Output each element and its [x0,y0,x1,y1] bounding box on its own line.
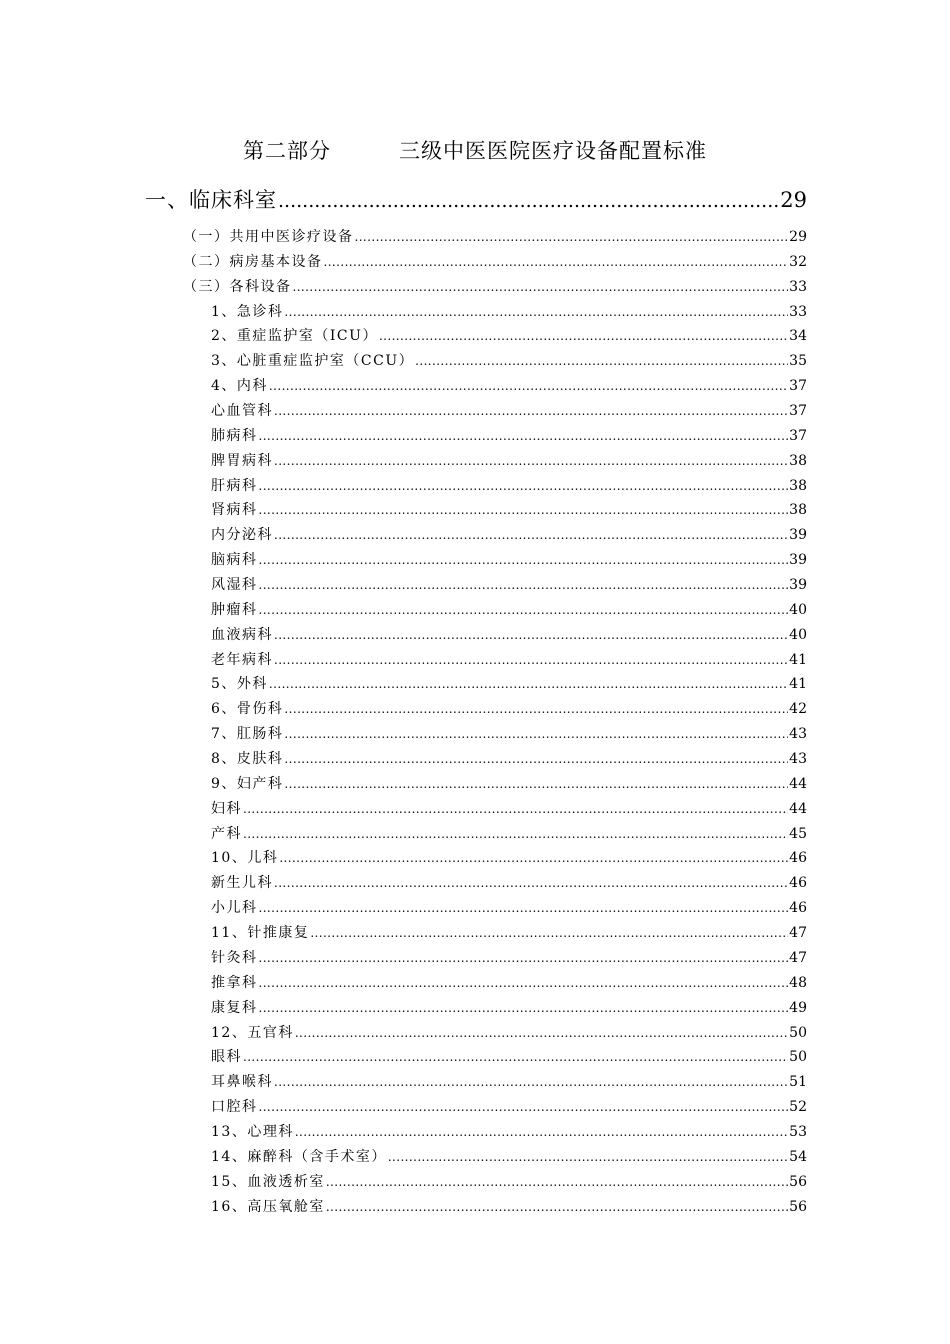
toc-leader-dots [274,449,788,474]
toc-entry-label: 耳鼻喉科 [211,1074,273,1091]
toc-entry-page: 37 [789,427,807,444]
toc-entry[interactable] [183,225,807,250]
toc-leader-dots [274,871,788,896]
toc-entry-page: 38 [789,502,807,519]
toc-entry-page: 53 [789,1123,807,1140]
toc-entry-page: 40 [789,626,807,643]
toc-entry[interactable] [211,1145,807,1170]
toc-entry-page: 38 [789,452,807,469]
toc-entry-label: 14、麻醉科（含手术室） [211,1148,387,1165]
toc-leader-dots [293,275,789,300]
toc-entry[interactable] [211,623,807,648]
title-name: 三级中医医院医疗设备配置标准 [399,139,707,163]
toc-entry-label: （一）共用中医诊疗设备 [183,229,354,245]
toc-entry[interactable] [211,846,807,871]
toc-entry-label: 肾病科 [211,502,258,519]
toc-entry-label: 眼科 [211,1049,242,1066]
toc-leader-dots [274,399,788,424]
toc-entry-page: 47 [789,949,807,966]
toc-leader-dots [295,1120,788,1145]
toc-entry-label: 1、急诊科 [211,303,284,320]
toc-entry-label: 9、妇产科 [211,775,284,792]
toc-entry-label: 妇科 [211,800,242,817]
toc-leader-dots [259,1095,789,1120]
toc-entry[interactable] [211,573,807,598]
toc-entry-page: 46 [789,850,807,867]
table-of-contents [0,225,950,1219]
toc-leader-dots [284,772,788,797]
toc-entry[interactable] [211,523,807,548]
toc-entry-page: 44 [789,775,807,792]
toc-entry-page: 33 [789,278,807,295]
toc-leader-dots [259,573,789,598]
toc-leader-dots [259,946,789,971]
toc-leader-dots [415,349,788,374]
toc-leader-dots [259,598,789,623]
toc-entry-page: 39 [789,577,807,594]
toc-entry[interactable] [211,498,807,523]
toc-entry-page: 34 [789,328,807,345]
toc-section-entry[interactable] [145,183,807,217]
toc-entry-page: 41 [789,676,807,693]
toc-entry-label: 内分泌科 [211,527,273,544]
toc-entry-page: 56 [789,1198,807,1215]
toc-leader-dots [326,1195,788,1220]
toc-entry-label: 5、外科 [211,676,268,693]
toc-leader-dots [274,1070,788,1095]
toc-entry[interactable] [211,598,807,623]
toc-section-page: 29 [780,188,807,212]
toc-entry[interactable] [211,797,807,822]
toc-leader-dots [259,996,789,1021]
title-part: 第二部分 [243,139,331,163]
toc-entry[interactable] [211,772,807,797]
toc-entry-label: 针灸科 [211,949,258,966]
toc-entry-page: 48 [789,974,807,991]
toc-entry-label: 4、内科 [211,378,268,395]
toc-entry[interactable] [211,1095,807,1120]
toc-leader-dots [274,648,788,673]
toc-entry-label: 3、心脏重症监护室（CCU） [211,353,415,370]
toc-entry-label: 2、重症监护室（ICU） [211,328,378,345]
toc-leader-dots [259,896,789,921]
toc-entry[interactable] [183,250,807,275]
toc-entry-label: 肿瘤科 [211,601,258,618]
toc-leader-dots [243,822,788,847]
toc-entry[interactable] [211,996,807,1021]
toc-entry[interactable] [211,1070,807,1095]
toc-entry[interactable] [211,648,807,673]
toc-leader-dots [284,697,788,722]
toc-entry-page: 37 [789,403,807,420]
toc-entry[interactable] [211,896,807,921]
toc-entry[interactable] [211,1195,807,1220]
toc-entry-page: 38 [789,477,807,494]
toc-entry-page: 43 [789,751,807,768]
toc-leader-dots [274,523,788,548]
toc-entry[interactable] [211,1045,807,1070]
toc-entry[interactable] [211,722,807,747]
toc-leader-dots [269,374,788,399]
toc-entry-label: 10、儿科 [211,850,279,867]
toc-entry-label: 7、肛肠科 [211,726,284,743]
toc-entry-label: 16、高压氧舱室 [211,1198,325,1215]
toc-leader-dots [259,424,789,449]
toc-leader-dots [326,1170,788,1195]
toc-entry-page: 45 [789,825,807,842]
toc-entry-label: 脾胃病科 [211,452,273,469]
toc-entry-page: 56 [789,1173,807,1190]
toc-entry[interactable] [211,971,807,996]
toc-entry-label: 8、皮肤科 [211,751,284,768]
toc-entry[interactable] [211,697,807,722]
toc-leader-dots [284,722,788,747]
toc-leader-dots [310,921,788,946]
toc-leader-dots [243,797,788,822]
toc-entry-page: 41 [789,651,807,668]
toc-entry-page: 39 [789,527,807,544]
toc-leader-dots [259,474,789,499]
toc-leader-dots [284,300,788,325]
toc-entry-label: 6、骨伤科 [211,701,284,718]
toc-entry-label: 老年病科 [211,651,273,668]
toc-entry-page: 46 [789,875,807,892]
toc-entry[interactable] [211,324,807,349]
toc-entry-page: 43 [789,726,807,743]
toc-leader-dots [259,498,789,523]
toc-leader-dots [278,184,779,218]
toc-entry-label: 康复科 [211,999,258,1016]
toc-entry-page: 44 [789,800,807,817]
toc-entry[interactable] [211,349,807,374]
toc-entry-page: 50 [789,1049,807,1066]
toc-entry-page: 52 [789,1099,807,1116]
toc-entry[interactable] [211,424,807,449]
toc-entry[interactable] [211,921,807,946]
toc-entry-label: 12、五官科 [211,1024,294,1041]
toc-entry-label: （二）病房基本设备 [183,253,323,270]
toc-entry[interactable] [211,871,807,896]
toc-entry-page: 42 [789,701,807,718]
toc-entry-label: 心血管科 [211,403,273,420]
toc-entry-page: 50 [789,1024,807,1041]
toc-entry[interactable] [211,747,807,772]
toc-leader-dots [324,250,789,275]
toc-entry[interactable] [211,449,807,474]
toc-entry[interactable] [211,946,807,971]
toc-entry-page: 37 [789,378,807,395]
toc-leader-dots [295,1021,788,1046]
toc-leader-dots [259,548,789,573]
toc-entry-label: 小儿科 [211,900,258,917]
toc-entry-page: 47 [789,925,807,942]
page-title [0,134,950,168]
toc-entry-page: 46 [789,900,807,917]
toc-entry-page: 35 [789,353,807,370]
toc-entry-label: 口腔科 [211,1099,258,1116]
toc-entry[interactable] [211,399,807,424]
toc-entry[interactable] [211,1120,807,1145]
toc-section-label: 一、临床科室 [145,188,277,212]
toc-entry-page: 51 [789,1074,807,1091]
toc-entry-label: 脑病科 [211,552,258,569]
toc-leader-dots [269,672,788,697]
toc-entry[interactable] [183,275,807,300]
toc-entry[interactable] [211,474,807,499]
toc-entry-page: 39 [789,552,807,569]
toc-entry-label: 肺病科 [211,427,258,444]
toc-entry-page: 49 [789,999,807,1016]
toc-entry-label: 11、针推康复 [211,925,310,942]
toc-entry-label: 13、心理科 [211,1123,294,1140]
toc-entry[interactable] [211,1021,807,1046]
toc-entry-page: 32 [789,253,807,270]
toc-leader-dots [284,747,788,772]
toc-entry-label: 风湿科 [211,577,258,594]
toc-leader-dots [355,225,789,250]
toc-entry-page: 54 [789,1148,807,1165]
toc-entry[interactable] [211,672,807,697]
toc-entry-label: 15、血液透析室 [211,1173,325,1190]
toc-leader-dots [379,324,788,349]
toc-entry-page: 29 [789,229,807,245]
toc-entry-label: 推拿科 [211,974,258,991]
toc-entry[interactable] [211,548,807,573]
toc-leader-dots [274,623,788,648]
toc-entry-label: 血液病科 [211,626,273,643]
toc-entry-page: 33 [789,303,807,320]
toc-entry[interactable] [211,1170,807,1195]
toc-entry-label: 产科 [211,825,242,842]
toc-leader-dots [388,1145,788,1170]
toc-entry-page: 40 [789,601,807,618]
toc-entry-label: 新生儿科 [211,875,273,892]
toc-entry[interactable] [211,822,807,847]
toc-leader-dots [259,971,789,996]
toc-entry[interactable] [211,300,807,325]
toc-leader-dots [243,1045,788,1070]
toc-entry[interactable] [211,374,807,399]
toc-leader-dots [279,846,788,871]
toc-entry-label: 肝病科 [211,477,258,494]
toc-entry-label: （三）各科设备 [183,278,292,295]
